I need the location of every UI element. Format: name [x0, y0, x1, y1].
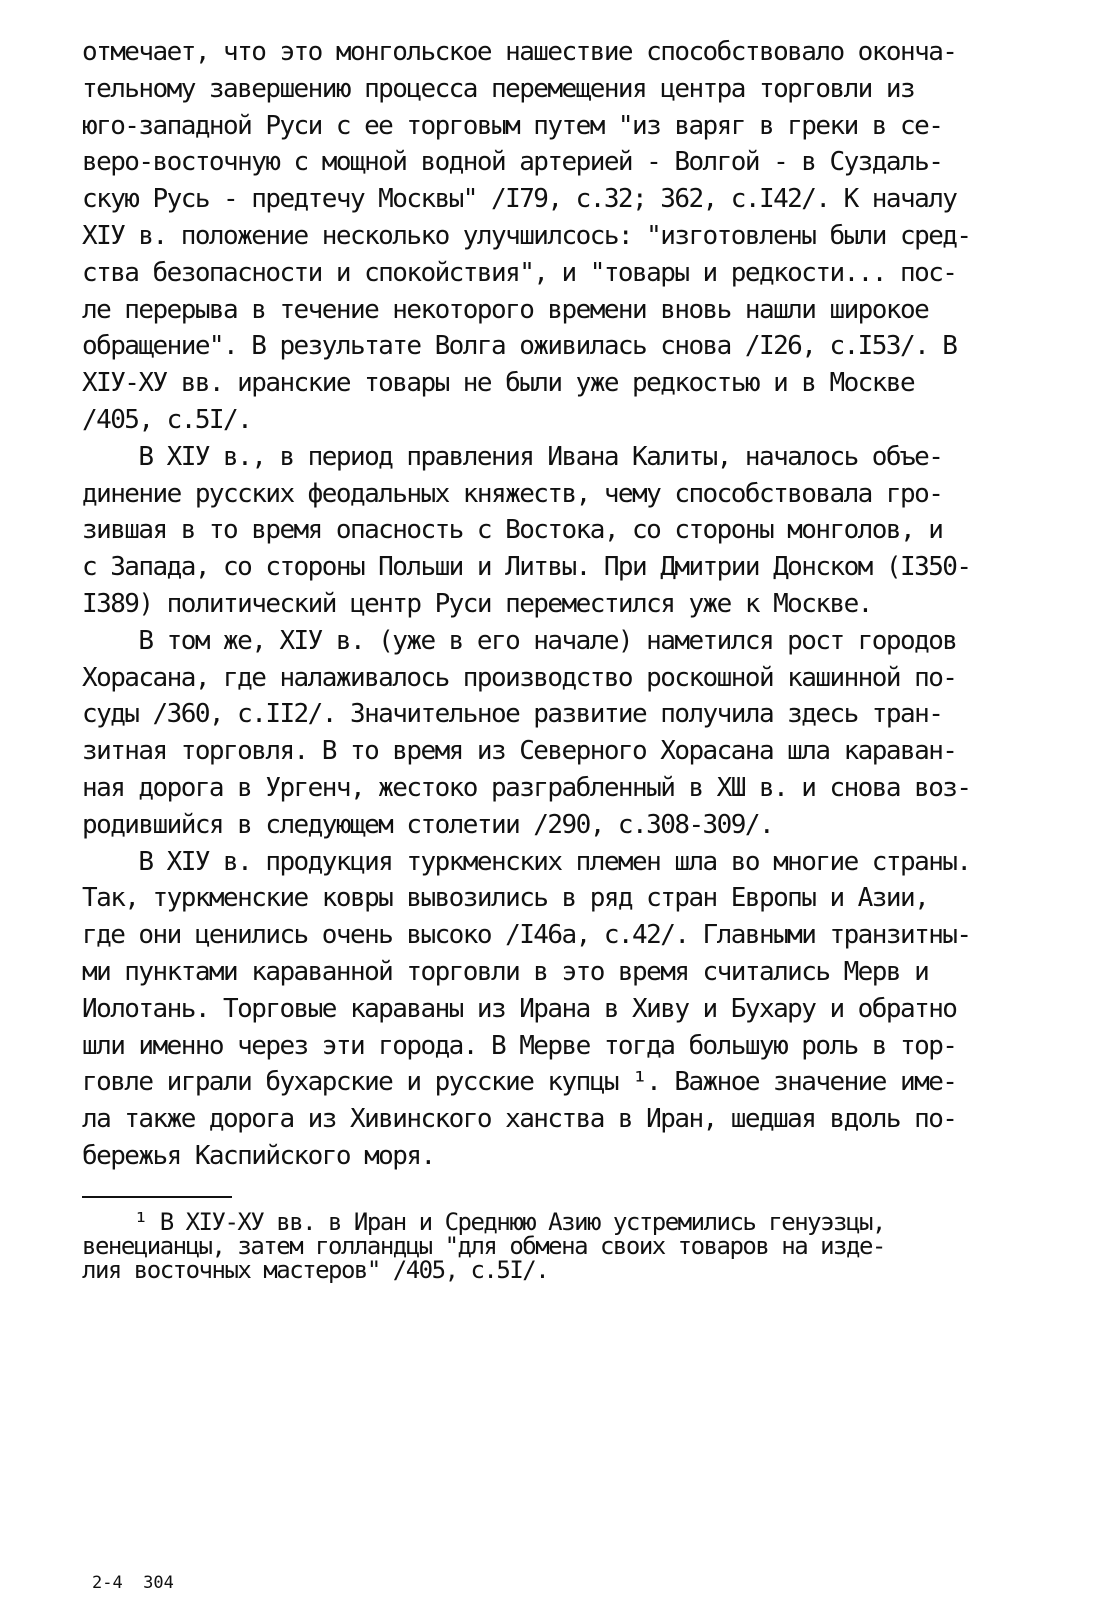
footnote-line: ¹ В XIУ-XУ вв. в Иран и Среднюю Азию устремились генуэзцы,	[82, 1208, 885, 1236]
text-line: ная дорога в Ургенч, жестоко разграбленный в XШ в. и снова воз-	[82, 772, 971, 803]
text-line: где они ценились очень высоко /I46а, с.42/. Главными транзитны-	[82, 920, 971, 951]
text-line: Хорасана, где налаживалось производство роскошной кашинной по-	[82, 662, 957, 693]
text-line: ми пунктами караванной торговли в это время считались Мерв и	[82, 956, 929, 987]
body-text	[82, 34, 1022, 1175]
text-line: Иолотань. Торговые караваны из Ирана в Хиву и Бухару и обратно	[82, 993, 957, 1024]
text-line: бережья Каспийского моря.	[82, 1140, 435, 1171]
text-line: динение русских феодальных княжеств, чему способствовала гро-	[82, 478, 943, 509]
text-line: говле играли бухарские и русские купцы ¹. Важное значение име-	[82, 1067, 957, 1098]
text-line: родившийся в следующем столетии /290, с.308-309/.	[82, 809, 774, 840]
text-line: зившая в то время опасность с Востока, со стороны монголов, и	[82, 515, 943, 546]
text-line: скую Русь - предтечу Москвы" /I79, с.32; 362, с.I42/. К началу	[82, 184, 957, 215]
text-line: В том же, XIУ в. (уже в его начале) наметился рост городов	[82, 625, 957, 656]
text-line: ла также дорога из Хивинского ханства в Иран, шедшая вдоль по-	[82, 1104, 957, 1135]
text-line: ле перерыва в течение некоторого времени вновь нашли широкое	[82, 294, 929, 325]
text-line: I389) политический центр Руси переместился уже к Москве.	[82, 588, 872, 619]
text-line: юго-западной Руси с ее торговым путем "из варяг в греки в се-	[82, 110, 943, 141]
footnote-line: венецианцы, затем голландцы "для обмена своих товаров на изде-	[82, 1232, 885, 1260]
text-line: суды /360, с.II2/. Значительное развитие получила здесь тран-	[82, 699, 943, 730]
text-line: веро-восточную с мощной водной артерией - Волгой - в Суздаль-	[82, 147, 943, 178]
print-signature: 2-4 304	[92, 1573, 174, 1593]
text-line: XIУ в. положение несколько улучшилсось: "изготовлены были сред-	[82, 220, 971, 251]
text-line: В XIУ в., в период правления Ивана Калиты, началось объе-	[82, 441, 943, 472]
text-line: /405, с.5I/.	[82, 404, 252, 435]
text-line: В XIУ в. продукция туркменских племен шла во многие страны.	[82, 846, 971, 877]
footnote	[82, 1210, 1022, 1282]
text-line: ства безопасности и спокойствия", и "товары и редкости... пос-	[82, 257, 957, 288]
text-line: тельному завершению процесса перемещения центра торговли из	[82, 73, 915, 104]
text-line: обращение". В результате Волга оживилась снова /I26, с.I53/. В	[82, 331, 957, 362]
text-line: отмечает, что это монгольское нашествие способствовало оконча-	[82, 37, 957, 67]
footnote-separator	[82, 1196, 232, 1198]
text-line: XIУ-XУ вв. иранские товары не были уже редкостью и в Москве	[82, 368, 915, 399]
text-line: зитная торговля. В то время из Северного Хорасана шла караван-	[82, 736, 957, 767]
text-line: с Запада, со стороны Польши и Литвы. При Дмитрии Донском (I350-	[82, 552, 971, 583]
footnote-line: лия восточных мастеров" /405, с.5I/.	[82, 1256, 549, 1284]
text-line: шли именно через эти города. В Мерве тогда большую роль в тор-	[82, 1030, 957, 1061]
text-line: Так, туркменские ковры вывозились в ряд стран Европы и Азии,	[82, 883, 929, 914]
